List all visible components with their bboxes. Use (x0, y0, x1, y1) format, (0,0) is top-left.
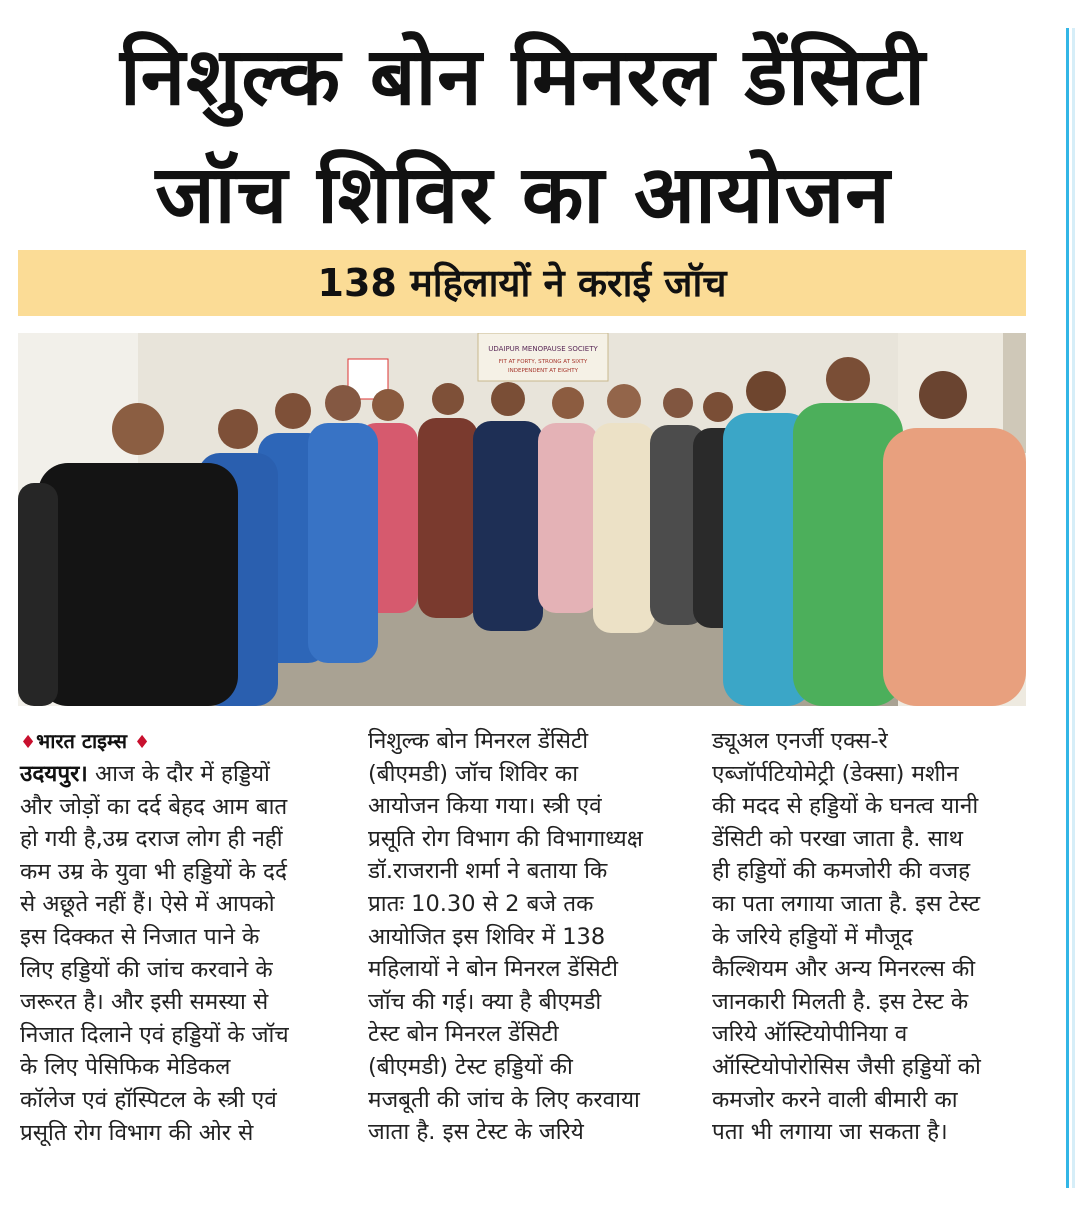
article-line: जानकारी मिलती है. इस टेस्ट के (712, 988, 969, 1015)
article-line: जरिये ऑस्टियोपीनिया व (712, 1021, 908, 1048)
article-column-1 (20, 725, 289, 1149)
diamond-icon: ♦ (20, 732, 37, 753)
subheadline-band (18, 250, 1026, 316)
article-line: कमजोर करने वाली बीमारी का (712, 1086, 958, 1113)
article-line: के जरिये हड्डियों में मौजूद (712, 923, 913, 950)
article-column-3 (712, 725, 981, 1149)
article-line: महिलायों ने बोन मिनरल डेंसिटी (368, 956, 618, 983)
article-line: डॉ.राजरानी शर्मा ने बताया कि (368, 858, 608, 885)
article-line: कॉलेज एवं हॉस्पिटल के स्त्री एवं (20, 1086, 277, 1113)
article-line: निजात दिलाने एवं हड्डियों के जॉच (20, 1021, 289, 1048)
article-line: एब्जॉर्पटियोमेट्री (डेक्सा) मशीन (712, 760, 959, 787)
article-line: निशुल्क बोन मिनरल डेंसिटी (368, 728, 589, 754)
article-line: और जोड़ों का दर्द बेहद आम बात (20, 793, 288, 820)
article-line: ऑस्टियोपोरोसिस जैसी हड्डियों को (712, 1053, 981, 1080)
article-line: से अछूते नहीं हैं। ऐसे में आपको (20, 891, 275, 918)
article-line: मजबूती की जांच के लिए करवाया (368, 1086, 640, 1113)
article-line-text: आज के दौर में हड्डियों (87, 761, 270, 787)
article-line: कैल्शियम और अन्य मिनरल्स की (712, 956, 976, 983)
article-line: जरूरत है। और इसी समस्या से (20, 989, 269, 1016)
article-line: कम उम्र के युवा भी हड्डियों के दर्द (20, 858, 287, 885)
article-line: आयोजन किया गया। स्त्री एवं (368, 793, 602, 820)
article-line: प्रसूति रोग विभाग की विभागाध्यक्ष (368, 825, 643, 852)
banner-tagline-1: FIT AT FORTY, STRONG AT SIXTY (498, 359, 588, 365)
byline-text: भारत टाइम्स (36, 729, 128, 753)
article-line: हो गयी है,उम्र दराज लोग ही नहीं (20, 826, 283, 853)
headline-line-1: निशुल्क बोन मिनरल डेंसिटी (120, 30, 926, 123)
subheadline: 138 महिलायों ने कराई जॉच (317, 261, 727, 305)
article-line: की मदद से हड्डियों के घनत्व यानी (712, 793, 979, 820)
article-line: प्रसूति रोग विभाग की ओर से (20, 1119, 254, 1146)
article-line: ड्यूअल एनर्जी एक्स-रे (712, 728, 888, 754)
article-line: (बीएमडी) जॉच शिविर का (368, 760, 579, 787)
article-line: का पता लगाया जाता है. इस टेस्ट (712, 890, 981, 917)
diamond-icon: ♦ (134, 732, 151, 753)
article-line: जॉच की गई। क्या है बीएमडी (368, 988, 602, 1015)
group-photo-illustration (18, 333, 1026, 706)
article-line: के लिए पेसिफिक मेडिकल (20, 1054, 231, 1081)
banner-title: UDAIPUR MENOPAUSE SOCIETY (488, 345, 598, 353)
article-line: पता भी लगाया जा सकता है। (712, 1119, 948, 1146)
headline-line-2: जॉच शिविर का आयोजन (155, 148, 891, 241)
group-photo (18, 333, 1026, 706)
article-line: इस दिक्कत से निजात पाने के (20, 923, 260, 950)
article-line: लिए हड्डियों की जांच करवाने के (20, 956, 273, 983)
article-line: प्रातः 10.30 से 2 बजे तक (368, 890, 594, 917)
article-line (20, 758, 289, 791)
article-line: जाता है. इस टेस्ट के जरिये (368, 1119, 584, 1146)
page-edge-line (1066, 28, 1069, 1188)
dateline-place: उदयपुर। (20, 761, 88, 787)
article-line: टेस्ट बोन मिनरल डेंसिटी (368, 1021, 559, 1048)
article-line: ही हड्डियों की कमजोरी की वजह (712, 858, 971, 885)
article-line: डेंसिटी को परखा जाता है. साथ (712, 825, 964, 852)
article-column-2 (368, 725, 643, 1149)
banner-tagline-2: INDEPENDENT AT EIGHTY (508, 368, 578, 374)
article-line: (बीएमडी) टेस्ट हड्डियों की (368, 1053, 573, 1080)
page-edge-shadow (1072, 28, 1075, 1188)
byline (20, 725, 289, 758)
article-line: आयोजित इस शिविर में 138 (368, 923, 606, 950)
